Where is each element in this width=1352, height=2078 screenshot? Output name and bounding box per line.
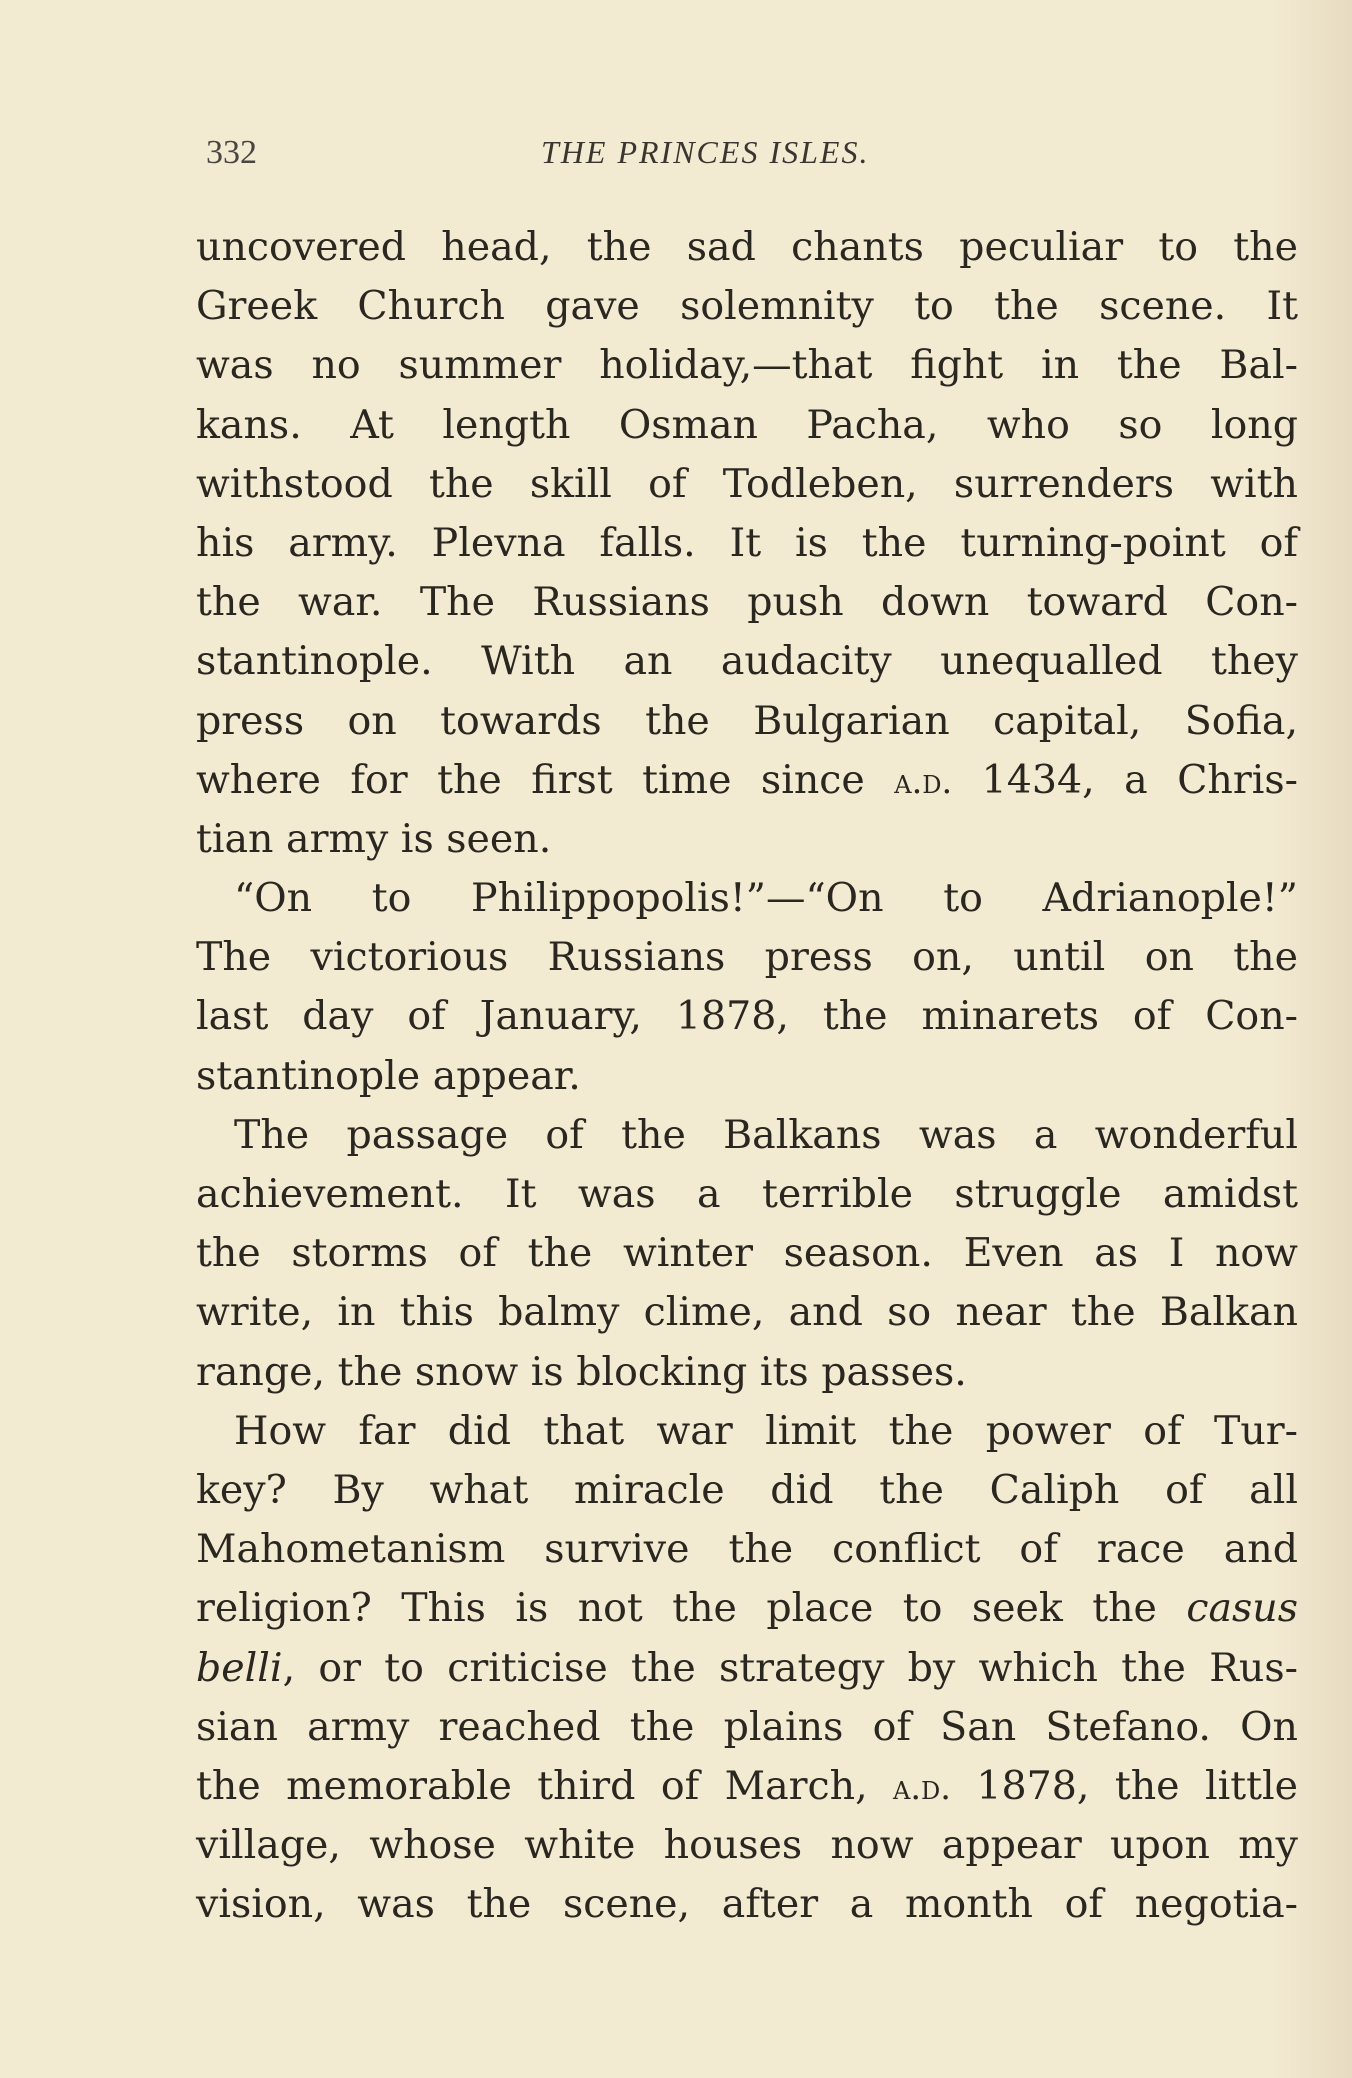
text-line: range, the snow is blocking its passes. bbox=[196, 1348, 967, 1395]
text-line: write, in this balmy clime, and so near the Balkan bbox=[196, 1289, 1298, 1336]
text-line: his army. Plevna falls. It is the turning-point of bbox=[196, 519, 1298, 566]
text-line: press on towards the Bulgarian capital, Sofia, bbox=[196, 697, 1298, 744]
body-text bbox=[196, 218, 1298, 1934]
text-line bbox=[196, 1639, 1298, 1698]
text-line: Mahometanism survive the conflict of race and bbox=[196, 1526, 1298, 1573]
text-line bbox=[196, 1757, 1298, 1816]
text-run: the memorable third of March, bbox=[196, 1762, 894, 1809]
running-title: THE PRINCES ISLES. bbox=[541, 134, 870, 170]
text-line: last day of January, 1878, the minarets of Con- bbox=[196, 993, 1298, 1040]
text-run: , or to criticise the strategy by which the Rus- bbox=[282, 1644, 1298, 1691]
text-line bbox=[196, 751, 1298, 810]
text-line: was no summer holiday,—that fight in the Bal- bbox=[196, 342, 1298, 389]
italic-term: casus bbox=[1186, 1585, 1298, 1632]
text-line: key? By what miracle did the Caliph of all bbox=[196, 1466, 1298, 1513]
text-line: The victorious Russians press on, until on the bbox=[196, 934, 1298, 981]
text-line: stantinople appear. bbox=[196, 1052, 581, 1099]
text-line: achievement. It was a terrible struggle amidst bbox=[196, 1171, 1298, 1217]
text-line: uncovered head, the sad chants peculiar to the bbox=[196, 224, 1298, 270]
text-line: the storms of the winter season. Even as I now bbox=[196, 1230, 1298, 1277]
text-line: village, whose white houses now appear upon my bbox=[196, 1822, 1298, 1869]
page-number: 332 bbox=[206, 134, 257, 171]
text-run: 1434, a Chris- bbox=[952, 756, 1298, 803]
text-line: “On to Philippopolis!”—“On to Adrianople!” bbox=[234, 875, 1298, 922]
italic-term: belli bbox=[196, 1644, 283, 1691]
text-line: withstood the skill of Todleben, surrenders with bbox=[196, 460, 1298, 507]
text-line: Greek Church gave solemnity to the scene. It bbox=[196, 283, 1298, 330]
text-run: 1878, the little bbox=[950, 1762, 1298, 1809]
text-run: religion? This is not the place to seek the bbox=[196, 1585, 1187, 1632]
text-run: where for the first time since bbox=[196, 756, 895, 803]
text-line: stantinople. With an audacity unequalled they bbox=[196, 638, 1298, 685]
text-line: vision, was the scene, after a month of negotia- bbox=[196, 1881, 1298, 1928]
text-line: sian army reached the plains of San Stefano. On bbox=[196, 1703, 1298, 1750]
text-line: How far did that war limit the power of Tur- bbox=[234, 1407, 1298, 1454]
text-line: tian army is seen. bbox=[196, 815, 552, 862]
era-abbreviation: a.d. bbox=[894, 761, 953, 801]
text-line: kans. At length Osman Pacha, who so long bbox=[196, 401, 1298, 448]
text-line bbox=[196, 1579, 1298, 1638]
text-line: the war. The Russians push down toward Con- bbox=[196, 579, 1298, 626]
era-abbreviation: a.d. bbox=[893, 1767, 951, 1807]
running-head bbox=[196, 134, 1296, 178]
text-line: The passage of the Balkans was a wonderful bbox=[234, 1111, 1298, 1158]
